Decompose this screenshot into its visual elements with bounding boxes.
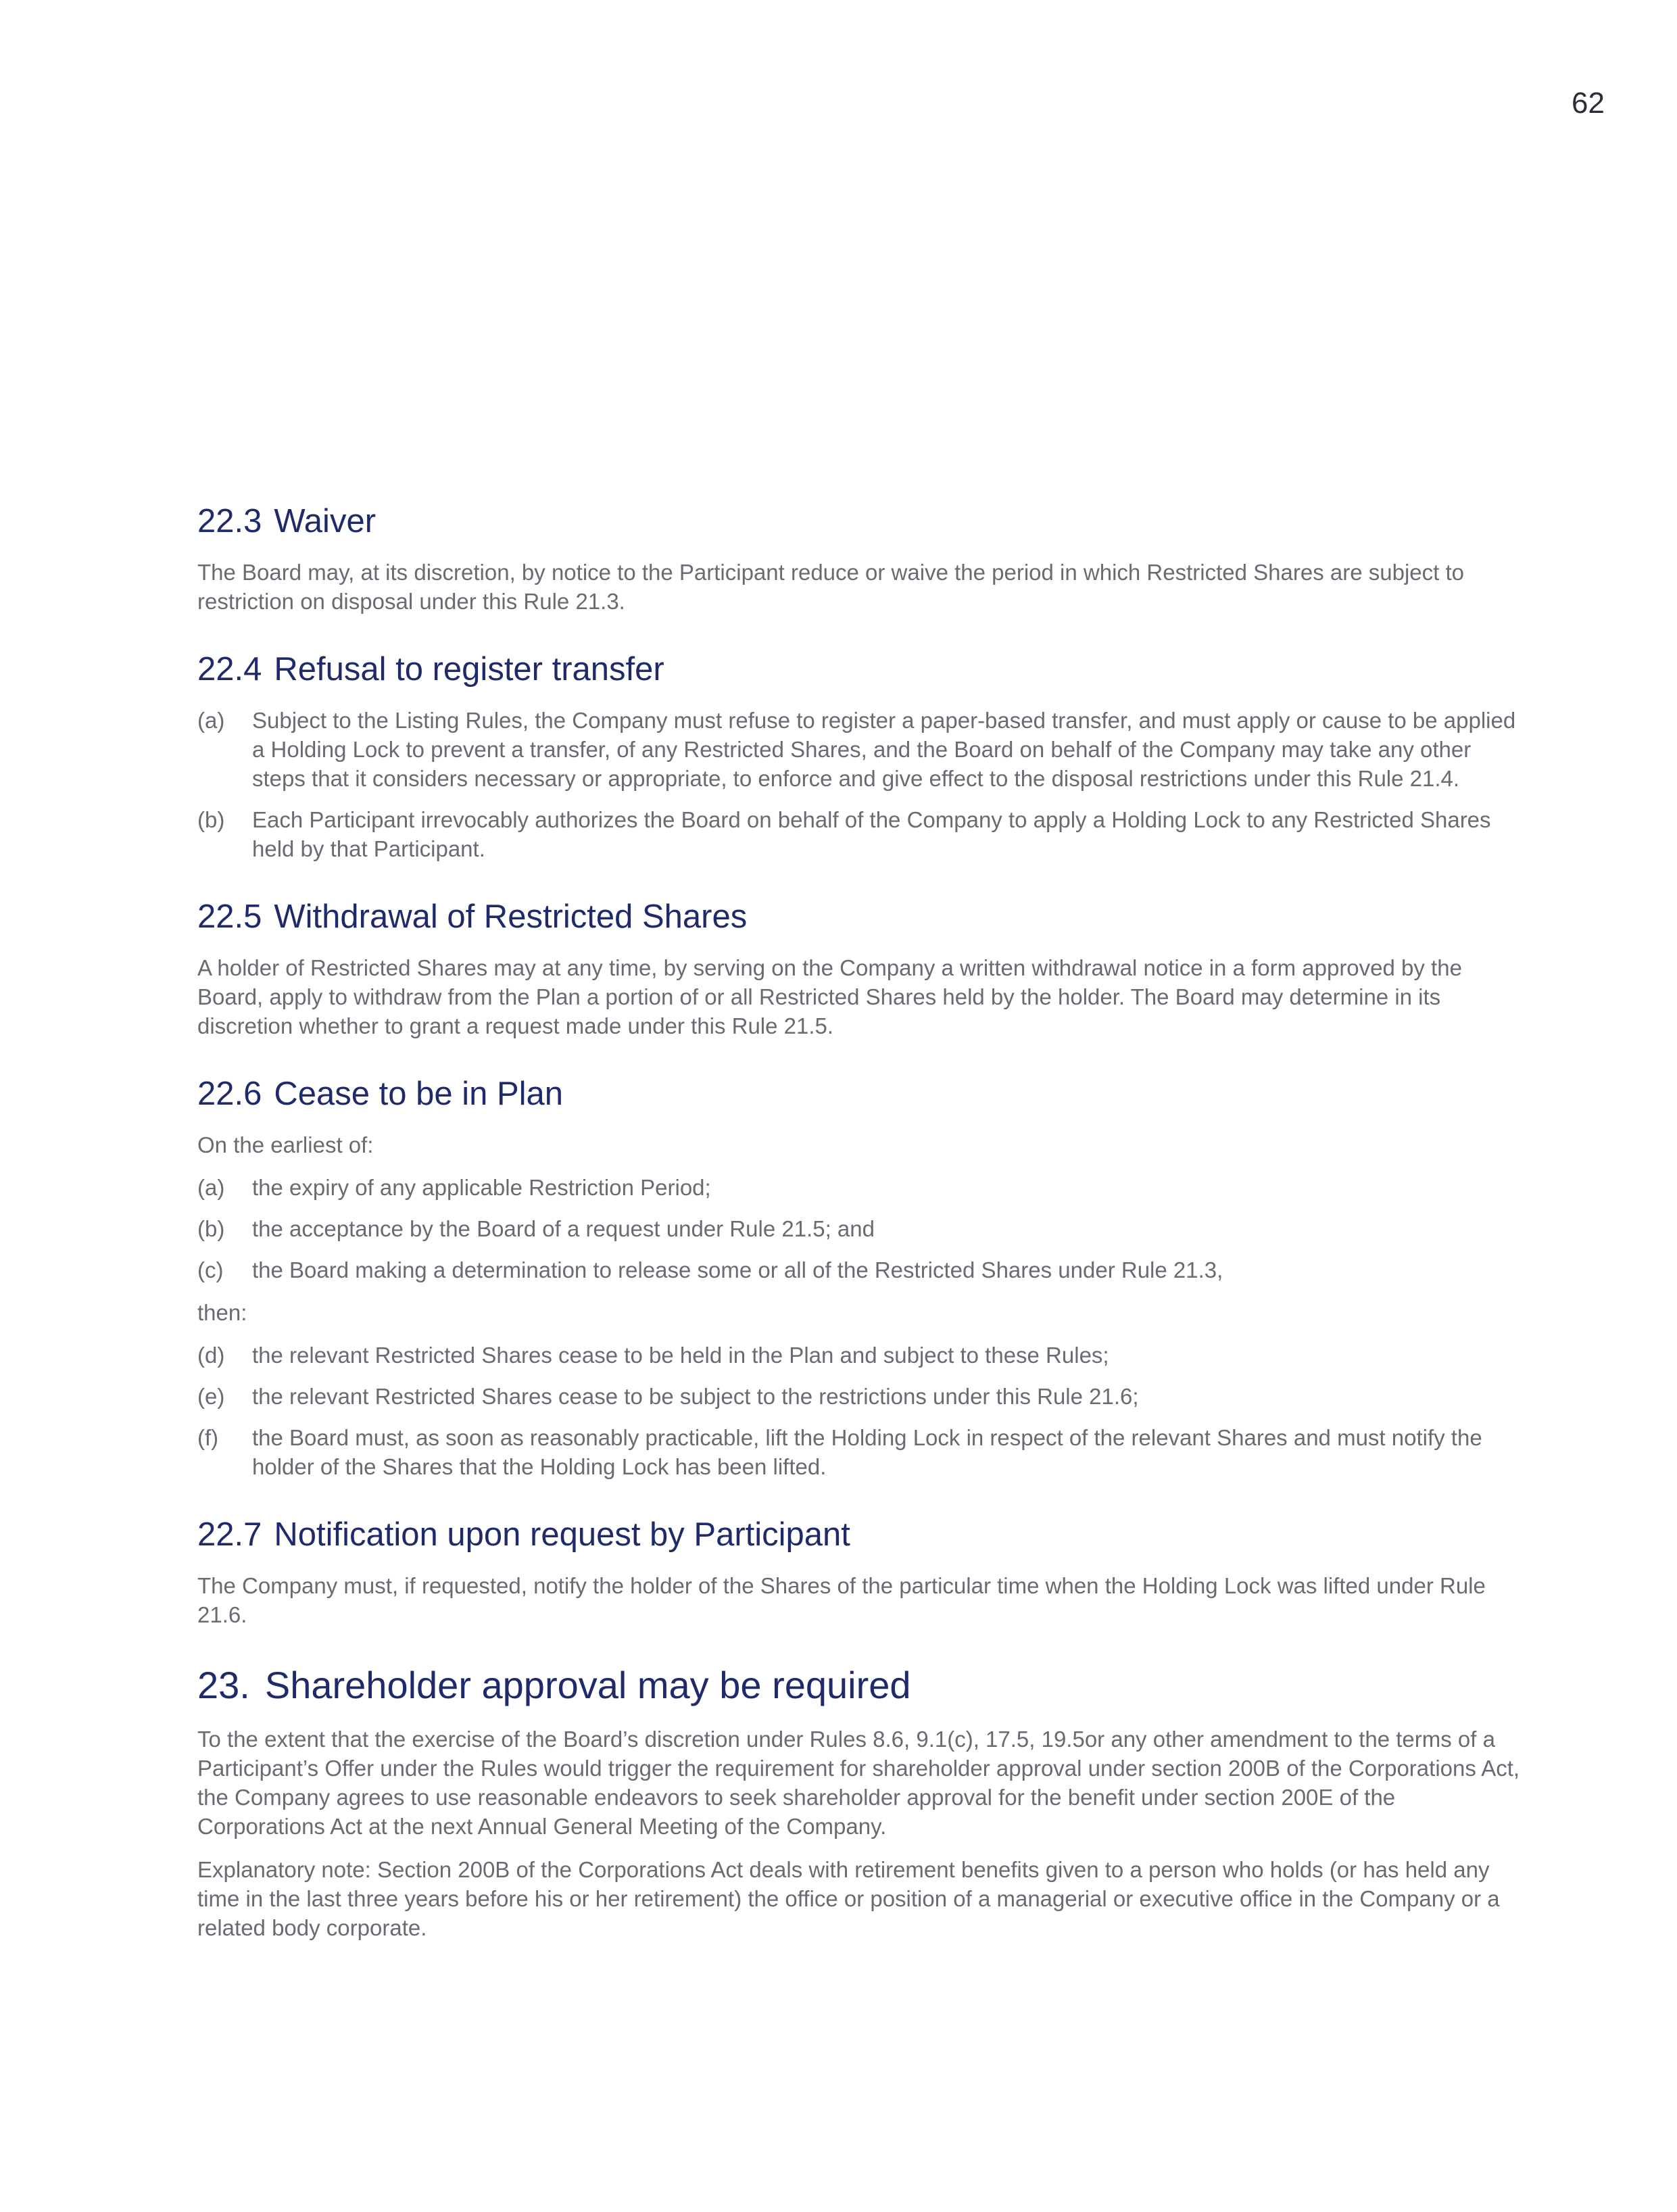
- section-23: [197, 1662, 1522, 1942]
- list-item: [197, 1173, 1522, 1202]
- item-label: (a): [197, 708, 225, 733]
- item-label: (e): [197, 1384, 225, 1409]
- section-22-4: [197, 648, 1522, 863]
- list-item: [197, 1382, 1522, 1411]
- list-item: [197, 805, 1522, 863]
- item-text: the Board must, as soon as reasonably practicable, lift the Holding Lock in respect of the relevant Shares and must notify the holder of the Shares that the Holding Lock has been lifted.: [252, 1425, 1482, 1479]
- list-item: [197, 1214, 1522, 1243]
- item-text: Each Participant irrevocably authorizes the Board on behalf of the Company to apply a Holding Lock to any Restricted Shares held by that Participant.: [252, 807, 1491, 861]
- page-number: 62: [1572, 87, 1605, 120]
- item-label: (b): [197, 1216, 225, 1241]
- section-heading: [197, 1662, 1522, 1709]
- section-22-5: [197, 896, 1522, 1040]
- item-label: (f): [197, 1425, 219, 1450]
- clause-list: [197, 1173, 1522, 1284]
- section-body: To the extent that the exercise of the Board’s discretion under Rules 8.6, 9.1(c), 17.5, 19.5or any other amendment to the terms of a Participant’s Offer under the Rules would trigger the requirement for shareholder approval under section 200B of the Corporations Act, the Company agrees to use reasonable endeavors to seek shareholder approval for the benefit under section 200E of the Corporations Act at the next Annual General Meeting of the Company.: [197, 1727, 1520, 1839]
- explanatory-note: Explanatory note: Section 200B of the Corporations Act deals with retirement benefits given to a person who holds (or has held any time in the last three years before his or her retirement) the office or position of a managerial or executive office in the Company or a related body corporate.: [197, 1857, 1500, 1940]
- section-heading: [197, 500, 1522, 542]
- section-number: 22.6: [197, 1076, 262, 1112]
- list-item: [197, 1341, 1522, 1370]
- section-number: 22.5: [197, 898, 262, 935]
- item-text: Subject to the Listing Rules, the Company must refuse to register a paper-based transfer, and must apply or cause to be applied a Holding Lock to prevent a transfer, of any Restricted Shares, and the Board on behalf of the Company may take any other steps that it considers necessary or appropriate, to enforce and give effect to the disposal restrictions under this Rule 21.4.: [252, 708, 1516, 791]
- item-text: the acceptance by the Board of a request under Rule 21.5; and: [252, 1216, 875, 1241]
- section-title: Shareholder approval may be required: [264, 1664, 911, 1706]
- item-text: the expiry of any applicable Restriction Period;: [252, 1175, 711, 1200]
- section-number: 22.7: [197, 1516, 262, 1553]
- section-title: Refusal to register transfer: [274, 651, 664, 688]
- section-title: Notification upon request by Participant: [274, 1516, 850, 1553]
- clause-list: [197, 1341, 1522, 1481]
- section-heading: [197, 896, 1522, 938]
- section-heading: [197, 1514, 1522, 1556]
- item-label: (c): [197, 1257, 224, 1282]
- item-text: the Board making a determination to release some or all of the Restricted Shares under Rule 21.3,: [252, 1257, 1223, 1282]
- section-22-3: [197, 500, 1522, 616]
- item-label: (a): [197, 1175, 225, 1200]
- section-heading: [197, 648, 1522, 690]
- item-label: (b): [197, 807, 225, 832]
- item-label: (d): [197, 1343, 225, 1368]
- section-22-6: [197, 1073, 1522, 1481]
- section-number: 22.4: [197, 651, 262, 688]
- item-text: the relevant Restricted Shares cease to be held in the Plan and subject to these Rules;: [252, 1343, 1109, 1368]
- section-title: Cease to be in Plan: [274, 1076, 564, 1112]
- section-number: 22.3: [197, 503, 262, 539]
- list-item: [197, 1255, 1522, 1284]
- item-text: the relevant Restricted Shares cease to be subject to the restrictions under this Rule 21.6;: [252, 1384, 1139, 1409]
- section-title: Withdrawal of Restricted Shares: [274, 898, 748, 935]
- section-number: 23.: [197, 1664, 250, 1706]
- section-heading: [197, 1073, 1522, 1115]
- list-item: [197, 706, 1522, 793]
- section-intro: On the earliest of:: [197, 1132, 374, 1157]
- list-item: [197, 1423, 1522, 1481]
- section-title: Waiver: [274, 503, 376, 539]
- clause-list: [197, 706, 1522, 863]
- section-body: The Company must, if requested, notify the holder of the Shares of the particular time when the Holding Lock was lifted under Rule 21.6.: [197, 1573, 1486, 1627]
- section-body: A holder of Restricted Shares may at any time, by serving on the Company a written withdrawal notice in a form approved by the Board, apply to withdraw from the Plan a portion of or all Restricted Shares held by the holder. The Board may determine in its discretion whether to grant a request made under this Rule 21.5.: [197, 955, 1462, 1038]
- section-22-7: [197, 1514, 1522, 1629]
- section-body: The Board may, at its discretion, by notice to the Participant reduce or waive the period in which Restricted Shares are subject to restriction on disposal under this Rule 21.3.: [197, 560, 1464, 614]
- section-connector: then:: [197, 1300, 247, 1325]
- document-content: [197, 500, 1522, 1975]
